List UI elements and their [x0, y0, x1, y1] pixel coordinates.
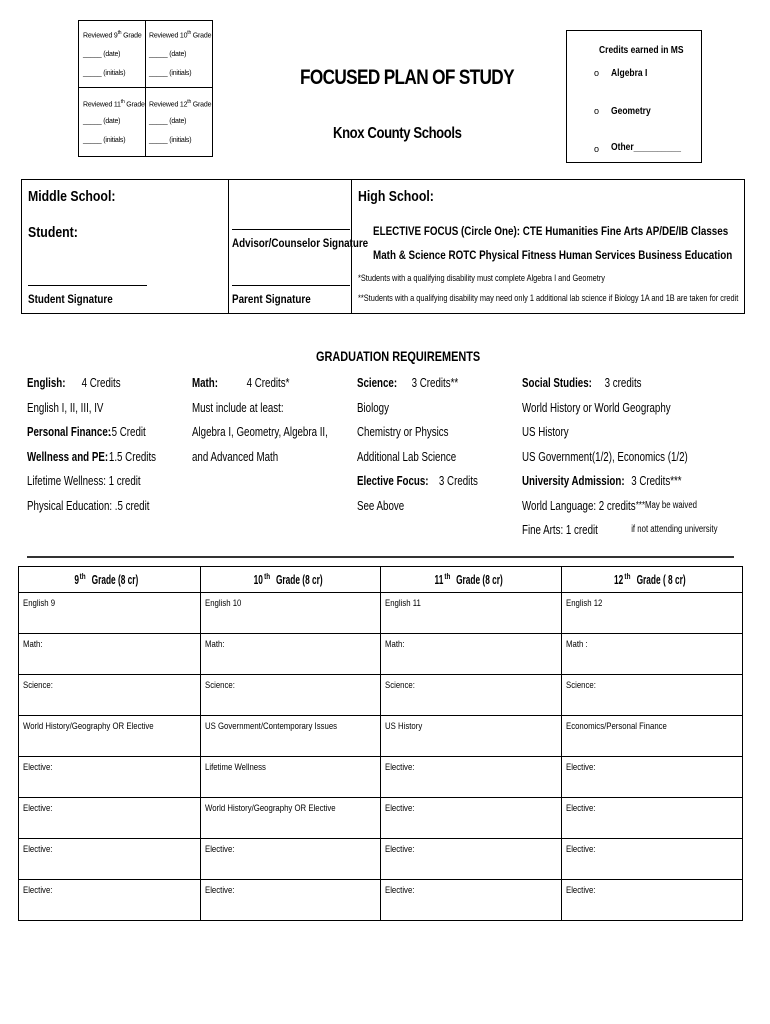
review-9th-initials: _____ (initials) — [83, 70, 126, 77]
credits-ms-heading: Credits earned in MS — [599, 45, 684, 56]
course-cell[interactable]: English 10 — [200, 593, 381, 634]
checkbox-geometry[interactable]: o — [594, 106, 600, 116]
review-10th-label: Reviewed 10th Grade — [149, 30, 212, 40]
header-12th-grade: 12thGrade ( 8 cr) — [561, 567, 742, 593]
course-cell[interactable]: Math: — [381, 634, 561, 675]
course-cell[interactable]: Elective: — [561, 880, 742, 921]
grade-plan-table — [18, 566, 743, 921]
course-cell[interactable]: Elective: — [19, 880, 201, 921]
course-cell[interactable]: World History/Geography OR Elective — [200, 798, 381, 839]
review-11th-date: _____ (date) — [83, 118, 121, 125]
course-cell[interactable]: English 9 — [19, 593, 201, 634]
student-signature-line[interactable] — [28, 285, 147, 286]
course-cell[interactable]: US Government/Contemporary Issues — [200, 716, 381, 757]
review-12th-label: Reviewed 12th Grade — [149, 99, 212, 109]
checkbox-other[interactable]: o — [594, 144, 600, 154]
header-9th-grade: 9thGrade (8 cr) — [19, 567, 201, 593]
section-divider — [27, 556, 734, 558]
course-cell[interactable]: World History/Geography OR Elective — [19, 716, 201, 757]
req-science: Science: 3 Credits** Biology Chemistry or Physics Additional Lab Science Elective Focus: 3 Credits See Above — [357, 376, 478, 513]
course-cell[interactable]: Elective: — [19, 757, 201, 798]
elective-focus-line2[interactable]: Math & Science ROTC Physical Fitness Human Services Business Education — [373, 248, 733, 262]
table-row — [19, 634, 743, 675]
table-row — [19, 757, 743, 798]
note-disability-science: **Students with a qualifying disability may need only 1 additional lab science if Biology 1A and 1B are taken for credit — [358, 293, 739, 303]
review-box — [78, 20, 213, 157]
table-row — [19, 675, 743, 716]
credit-item-other[interactable]: Other__________ — [611, 142, 681, 153]
header-11th-grade: 11thGrade (8 cr) — [381, 567, 561, 593]
course-cell[interactable]: Lifetime Wellness — [200, 757, 381, 798]
course-cell[interactable]: Science: — [561, 675, 742, 716]
course-cell[interactable]: Math: — [19, 634, 201, 675]
course-cell[interactable]: Science: — [381, 675, 561, 716]
course-cell[interactable]: Elective: — [561, 798, 742, 839]
course-cell[interactable]: Elective: — [381, 839, 561, 880]
course-cell[interactable]: Elective: — [561, 839, 742, 880]
advisor-signature-line[interactable] — [232, 229, 350, 230]
review-11th-label: Reviewed 11th Grade — [83, 99, 145, 109]
header-10th-grade: 10thGrade (8 cr) — [200, 567, 381, 593]
review-9th-label: Reviewed 9th Grade — [83, 30, 142, 40]
req-math: Math: 4 Credits* Must include at least: Algebra I, Geometry, Algebra II, and Advanced Math — [192, 376, 328, 464]
advisor-signature-label: Advisor/Counselor Signature — [232, 236, 369, 250]
parent-signature-line[interactable] — [232, 285, 350, 286]
review-12th-initials: _____ (initials) — [149, 137, 192, 144]
course-cell[interactable]: Elective: — [381, 880, 561, 921]
course-cell[interactable]: English 12 — [561, 593, 742, 634]
student-signature-label: Student Signature — [28, 292, 113, 306]
course-cell[interactable]: Elective: — [381, 798, 561, 839]
review-12th-date: _____ (date) — [149, 118, 187, 125]
graduation-requirements-title: GRADUATION REQUIREMENTS — [316, 348, 481, 364]
parent-signature-label: Parent Signature — [232, 292, 311, 306]
review-9th-date: _____ (date) — [83, 51, 121, 58]
middle-school-label[interactable]: Middle School: — [28, 188, 116, 205]
review-11th-initials: _____ (initials) — [83, 137, 126, 144]
table-row — [19, 880, 743, 921]
review-10th-date: _____ (date) — [149, 51, 187, 58]
credits-ms-box — [566, 30, 702, 163]
checkbox-algebra-i[interactable]: o — [594, 68, 600, 78]
course-cell[interactable]: Elective: — [19, 798, 201, 839]
table-row — [19, 839, 743, 880]
table-row — [19, 798, 743, 839]
student-label[interactable]: Student: — [28, 224, 78, 241]
table-row — [19, 593, 743, 634]
course-cell[interactable]: Science: — [19, 675, 201, 716]
credit-item-algebra-i: Algebra I — [611, 68, 648, 79]
course-cell[interactable]: Elective: — [19, 839, 201, 880]
course-cell[interactable]: Elective: — [200, 880, 381, 921]
course-cell[interactable]: Math: — [200, 634, 381, 675]
grade-header-row — [19, 567, 743, 593]
course-cell[interactable]: Elective: — [200, 839, 381, 880]
req-social-studies: Social Studies: 3 credits World History or World Geography US History US Government(1/2), Economics (1/2) University Admission: 3 Credits*** World Language: 2 credits ***May be waived Fine Arts: 1 credit if not attending university — [522, 376, 718, 537]
req-english: English: 4 Credits English I, II, III, IV Personal Finance: .5 Credit Wellness and PE: 1.5 Credits Lifetime Wellness: 1 credit Physical Education: .5 credit — [27, 376, 157, 513]
review-10th-initials: _____ (initials) — [149, 70, 192, 77]
high-school-label[interactable]: High School: — [358, 188, 434, 205]
course-cell[interactable]: Elective: — [381, 757, 561, 798]
page-subtitle: Knox County Schools — [333, 125, 462, 142]
credit-item-geometry: Geometry — [611, 106, 651, 117]
note-disability-math: *Students with a qualifying disability must complete Algebra I and Geometry — [358, 273, 605, 283]
course-cell[interactable]: Math : — [561, 634, 742, 675]
course-cell[interactable]: Science: — [200, 675, 381, 716]
elective-focus-line1[interactable]: ELECTIVE FOCUS (Circle One): CTE Humanities Fine Arts AP/DE/IB Classes — [373, 224, 729, 238]
course-cell[interactable]: Elective: — [561, 757, 742, 798]
page-title: FOCUSED PLAN OF STUDY — [300, 66, 514, 89]
table-row — [19, 716, 743, 757]
course-cell[interactable]: English 11 — [381, 593, 561, 634]
course-cell[interactable]: Economics/Personal Finance — [561, 716, 742, 757]
course-cell[interactable]: US History — [381, 716, 561, 757]
student-info-table — [21, 179, 745, 314]
